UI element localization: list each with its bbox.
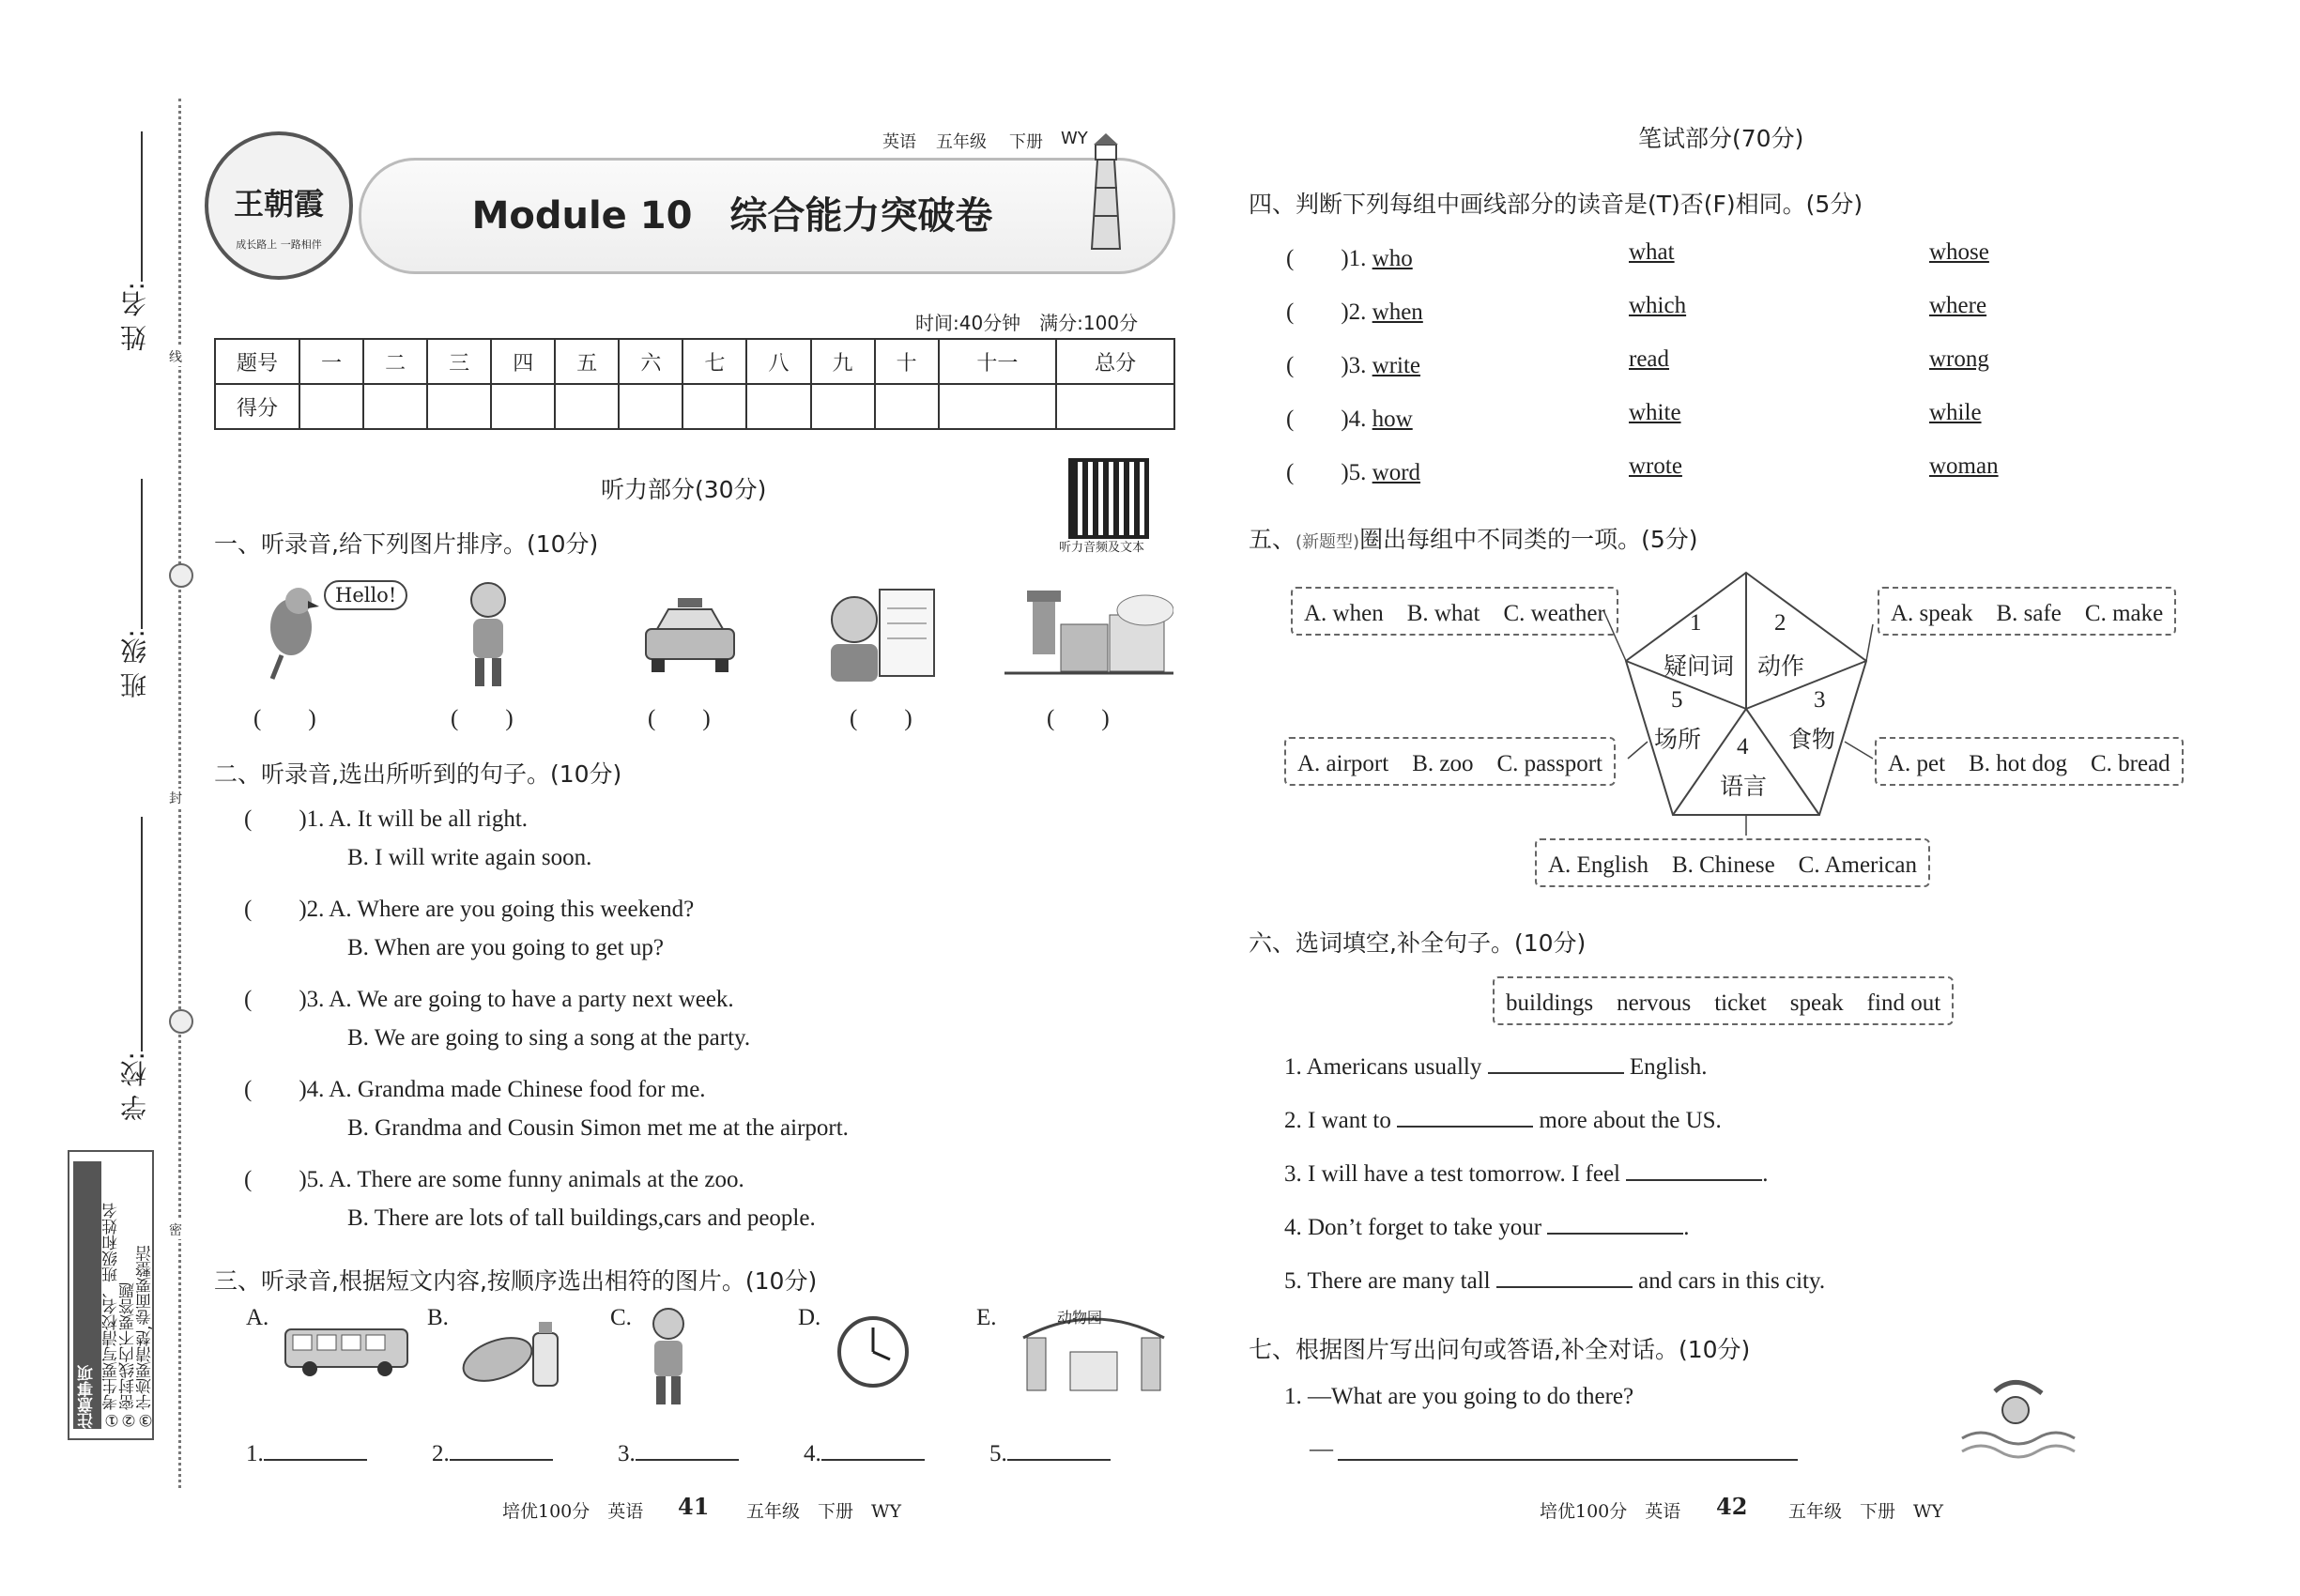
dialogue-dash: — — [1310, 1436, 1333, 1462]
score-table-header-row — [215, 339, 1174, 384]
answer-paren[interactable]: ( — [244, 987, 299, 1012]
pentagon-number: 4 — [1737, 734, 1749, 760]
connector-line — [1628, 742, 1648, 759]
word: where — [1929, 293, 1987, 318]
section-3-heading: 三、听录音,根据短文内容,按顺序选出相符的图片。(10分) — [214, 1267, 818, 1295]
brand-name: 王朝霞 — [233, 186, 324, 222]
punch-hole — [169, 563, 193, 588]
answer-paren[interactable]: ( ) — [451, 706, 514, 731]
option-group-5[interactable]: A. English B. Chinese C. American — [1535, 838, 1930, 887]
class-label: 班 级: — [119, 629, 150, 699]
option-b: B. There are lots of tall buildings,cars and people. — [347, 1205, 816, 1231]
notes-item: ①考生要写清校名、班级和姓名 — [102, 1203, 121, 1429]
clock-icon — [836, 1314, 911, 1389]
pentagon-label: 动作 — [1757, 654, 1805, 680]
fill-sentence: 4. Don’t forget to take your . — [1284, 1212, 1690, 1241]
word: whose — [1929, 239, 1989, 265]
option-b: B. We are going to sing a song at the party. — [347, 1025, 751, 1051]
answer-paren[interactable]: ( — [244, 1077, 299, 1102]
school-label: 学 校: — [119, 1051, 150, 1122]
score-cell: 总分 — [1056, 339, 1174, 384]
score-input-cell[interactable] — [811, 384, 875, 429]
page-title: Module 10 综合能力突破卷 — [471, 194, 993, 238]
option-b: B. When are you going to get up? — [347, 935, 664, 960]
seal-char: 线 — [169, 347, 182, 366]
new-type-tag: (新题型) — [1296, 532, 1360, 552]
score-input-cell[interactable] — [619, 384, 682, 429]
boy-icon — [460, 577, 516, 690]
question-row — [244, 1160, 744, 1194]
answer-paren[interactable]: ( ) — [648, 706, 711, 731]
answer-blank[interactable]: 1. — [246, 1435, 367, 1467]
section-2-heading: 二、听录音,选出所听到的句子。(10分) — [214, 760, 622, 788]
seal-char: 密 — [169, 1220, 182, 1239]
name-field[interactable] — [141, 131, 143, 282]
question-row: ( )4. how — [1286, 407, 1413, 432]
score-input-cell[interactable] — [299, 384, 363, 429]
section-7-heading: 七、根据图片写出问句或答语,补全对话。(10分) — [1249, 1336, 1751, 1363]
word: read — [1629, 346, 1670, 372]
score-cell: 三 — [427, 339, 491, 384]
question-row — [244, 890, 694, 924]
brand-logo — [205, 131, 353, 280]
parrot-icon — [253, 580, 329, 683]
dialogue-answer-line[interactable] — [1338, 1459, 1798, 1461]
picture-letter: D. — [798, 1305, 821, 1330]
connector-line — [1845, 742, 1873, 759]
score-input-cell[interactable] — [555, 384, 619, 429]
score-input-cell[interactable] — [1056, 384, 1174, 429]
option-group-2[interactable]: A. speak B. safe C. make — [1878, 587, 2176, 636]
word: which — [1629, 293, 1687, 318]
meta-grade: 五年级 — [936, 132, 987, 152]
option-a: )5. A. There are some funny animals at the zoo. — [299, 1167, 744, 1192]
fill-sentence: 3. I will have a test tomorrow. I feel . — [1284, 1159, 1768, 1188]
word: woman — [1929, 453, 1999, 479]
pentagon-label: 语言 — [1720, 775, 1768, 800]
section-4-heading: 四、判断下列每组中画线部分的读音是(T)否(F)相同。(5分) — [1249, 191, 1863, 218]
zoo-sign: 动物园 — [1057, 1309, 1103, 1327]
qr-code[interactable] — [1068, 458, 1149, 539]
score-input-cell[interactable] — [682, 384, 746, 429]
notes-item: ②密封线内不要答题 — [119, 1282, 138, 1429]
fill-blank[interactable] — [1488, 1051, 1624, 1074]
score-table — [214, 338, 1175, 430]
answer-paren[interactable]: ( — [244, 897, 299, 922]
answer-paren[interactable]: ( ) — [253, 706, 316, 731]
word: wrong — [1929, 346, 1989, 372]
section-6-heading: 六、选词填空,补全句子。(10分) — [1249, 929, 1587, 957]
fill-blank[interactable] — [1397, 1105, 1533, 1128]
swimmer-icon — [1957, 1373, 2079, 1462]
notes-title: 注意事项 — [73, 1161, 101, 1429]
seal-char: 封 — [169, 789, 182, 807]
listening-title: 听力部分(30分) — [601, 476, 767, 503]
picture-letter: B. — [427, 1305, 449, 1330]
zoo-gate-icon — [1014, 1300, 1173, 1394]
pentagon-number: 2 — [1774, 610, 1786, 636]
meta-subject: 英语 — [882, 132, 916, 152]
option-group-1[interactable]: A. when B. what C. weather — [1291, 587, 1618, 636]
score-cell: 十 — [875, 339, 939, 384]
question-row — [244, 980, 734, 1014]
fill-blank[interactable] — [1547, 1212, 1683, 1235]
pentagon-number: 1 — [1690, 610, 1702, 636]
footer-grade: 五年级 下册 WY — [746, 1501, 902, 1522]
fill-blank[interactable] — [1626, 1159, 1762, 1181]
word: when — [1372, 299, 1423, 325]
fill-sentence: 2. I want to more about the US. — [1284, 1105, 1722, 1134]
option-a: )1. A. It will be all right. — [299, 806, 529, 832]
answer-paren[interactable]: ( — [244, 806, 299, 832]
answer-blank[interactable]: 5. — [989, 1435, 1111, 1467]
pentagon-number: 5 — [1671, 687, 1683, 713]
score-input-cell[interactable] — [491, 384, 555, 429]
fill-blank[interactable] — [1496, 1266, 1633, 1288]
brand-slogan: 成长路上 一路相伴 — [236, 238, 322, 251]
footer-grade: 五年级 下册 WY — [1788, 1501, 1944, 1522]
word: while — [1929, 400, 1982, 425]
word: who — [1372, 246, 1413, 271]
score-row-label: 得分 — [215, 384, 299, 429]
pentagon-label: 场所 — [1654, 728, 1702, 753]
word: what — [1629, 239, 1675, 265]
footer-book: 培优100分 英语 — [502, 1501, 644, 1522]
fill-sentence: 1. Americans usually English. — [1284, 1051, 1708, 1081]
footer-book: 培优100分 英语 — [1540, 1501, 1681, 1522]
question-row — [244, 1070, 706, 1104]
answer-paren[interactable]: ( — [244, 1167, 299, 1192]
word: word — [1372, 460, 1421, 485]
pentagon-label: 食物 — [1788, 728, 1836, 753]
fill-sentence: 5. There are many tall and cars in this city. — [1284, 1266, 1825, 1295]
section-5-heading: 五、(新题型)圈出每组中不同类的一项。(5分) — [1249, 526, 1698, 553]
option-group-4[interactable]: A. pet B. hot dog C. bread — [1875, 737, 2184, 786]
answer-blank[interactable]: 4. — [804, 1435, 925, 1467]
score-cell: 五 — [555, 339, 619, 384]
name-label: 姓 名: — [119, 282, 150, 352]
answer-paren[interactable]: ( — [1286, 407, 1342, 432]
word: how — [1372, 407, 1413, 432]
man-with-notes-icon — [821, 582, 943, 685]
score-cell: 二 — [363, 339, 427, 384]
question-row — [244, 800, 528, 834]
option-group-3[interactable]: A. airport B. zoo C. passport — [1284, 737, 1616, 786]
picture-letter: E. — [976, 1305, 997, 1330]
score-table-score-row — [215, 384, 1174, 429]
qr-caption: 听力音频及文本 — [1059, 541, 1145, 555]
bread-and-drink-icon — [460, 1314, 563, 1389]
picture-letter: A. — [246, 1305, 269, 1330]
notes-item: ③字迹要清楚,卷面要整洁 — [136, 1245, 155, 1429]
option-b: B. Grandma and Cousin Simon met me at the airport. — [347, 1115, 849, 1141]
answer-paren[interactable]: ( ) — [1047, 706, 1110, 731]
dialogue-question: 1. —What are you going to do there? — [1284, 1384, 1634, 1409]
question-row: ( )3. write — [1286, 353, 1421, 378]
score-input-cell[interactable] — [363, 384, 427, 429]
answer-paren[interactable]: ( — [1286, 353, 1342, 378]
girl-icon — [643, 1305, 695, 1408]
score-cell: 九 — [811, 339, 875, 384]
city-icon — [1004, 587, 1173, 681]
page-number: 42 — [1716, 1493, 1748, 1520]
answer-blank[interactable]: 2. — [432, 1435, 553, 1467]
pentagon-number: 3 — [1814, 687, 1826, 713]
punch-hole — [169, 1009, 193, 1034]
question-row: ( )1. who — [1286, 246, 1413, 271]
option-a: )3. A. We are going to have a party next week. — [299, 987, 734, 1012]
question-row: ( )2. when — [1286, 299, 1423, 325]
option-a: )2. A. Where are you going this weekend? — [299, 897, 695, 922]
score-cell: 十一 — [939, 339, 1057, 384]
answer-paren[interactable]: ( ) — [850, 706, 912, 731]
score-cell: 八 — [746, 339, 810, 384]
option-b: B. I will write again soon. — [347, 845, 592, 870]
word-bank: buildings nervous ticket speak find out — [1493, 976, 1954, 1025]
notes-box — [68, 1150, 154, 1440]
option-a: )4. A. Grandma made Chinese food for me. — [299, 1077, 706, 1102]
score-cell: 六 — [619, 339, 682, 384]
connector-line — [1866, 624, 1873, 661]
meta-edition: WY — [1061, 129, 1088, 148]
page-number: 41 — [678, 1493, 710, 1520]
time-score-info: 时间:40分钟 满分:100分 — [915, 312, 1139, 334]
score-input-cell[interactable] — [427, 384, 491, 429]
word: white — [1629, 400, 1681, 425]
speech-bubble: Hello! — [324, 580, 407, 610]
score-input-cell[interactable] — [939, 384, 1057, 429]
meta-term: 下册 — [1009, 132, 1043, 152]
answer-blank[interactable]: 3. — [618, 1435, 739, 1467]
score-cell: 题号 — [215, 339, 299, 384]
taxi-icon — [638, 596, 742, 676]
bus-icon — [282, 1324, 413, 1380]
class-field[interactable] — [141, 479, 143, 629]
picture-letter: C. — [610, 1305, 632, 1330]
word: write — [1372, 353, 1421, 378]
answer-paren[interactable]: ( — [1286, 246, 1342, 271]
score-cell: 一 — [299, 339, 363, 384]
answer-paren[interactable]: ( — [1286, 299, 1342, 325]
writing-title: 笔试部分(70分) — [1638, 125, 1804, 152]
section-1-heading: 一、听录音,给下列图片排序。(10分) — [214, 530, 599, 558]
pentagon-label: 疑问词 — [1664, 654, 1735, 680]
question-row: ( )5. word — [1286, 460, 1421, 485]
school-field[interactable] — [141, 817, 143, 1051]
answer-paren[interactable]: ( — [1286, 460, 1342, 485]
score-input-cell[interactable] — [875, 384, 939, 429]
score-input-cell[interactable] — [746, 384, 810, 429]
word: wrote — [1629, 453, 1682, 479]
score-cell: 四 — [491, 339, 555, 384]
score-cell: 七 — [682, 339, 746, 384]
